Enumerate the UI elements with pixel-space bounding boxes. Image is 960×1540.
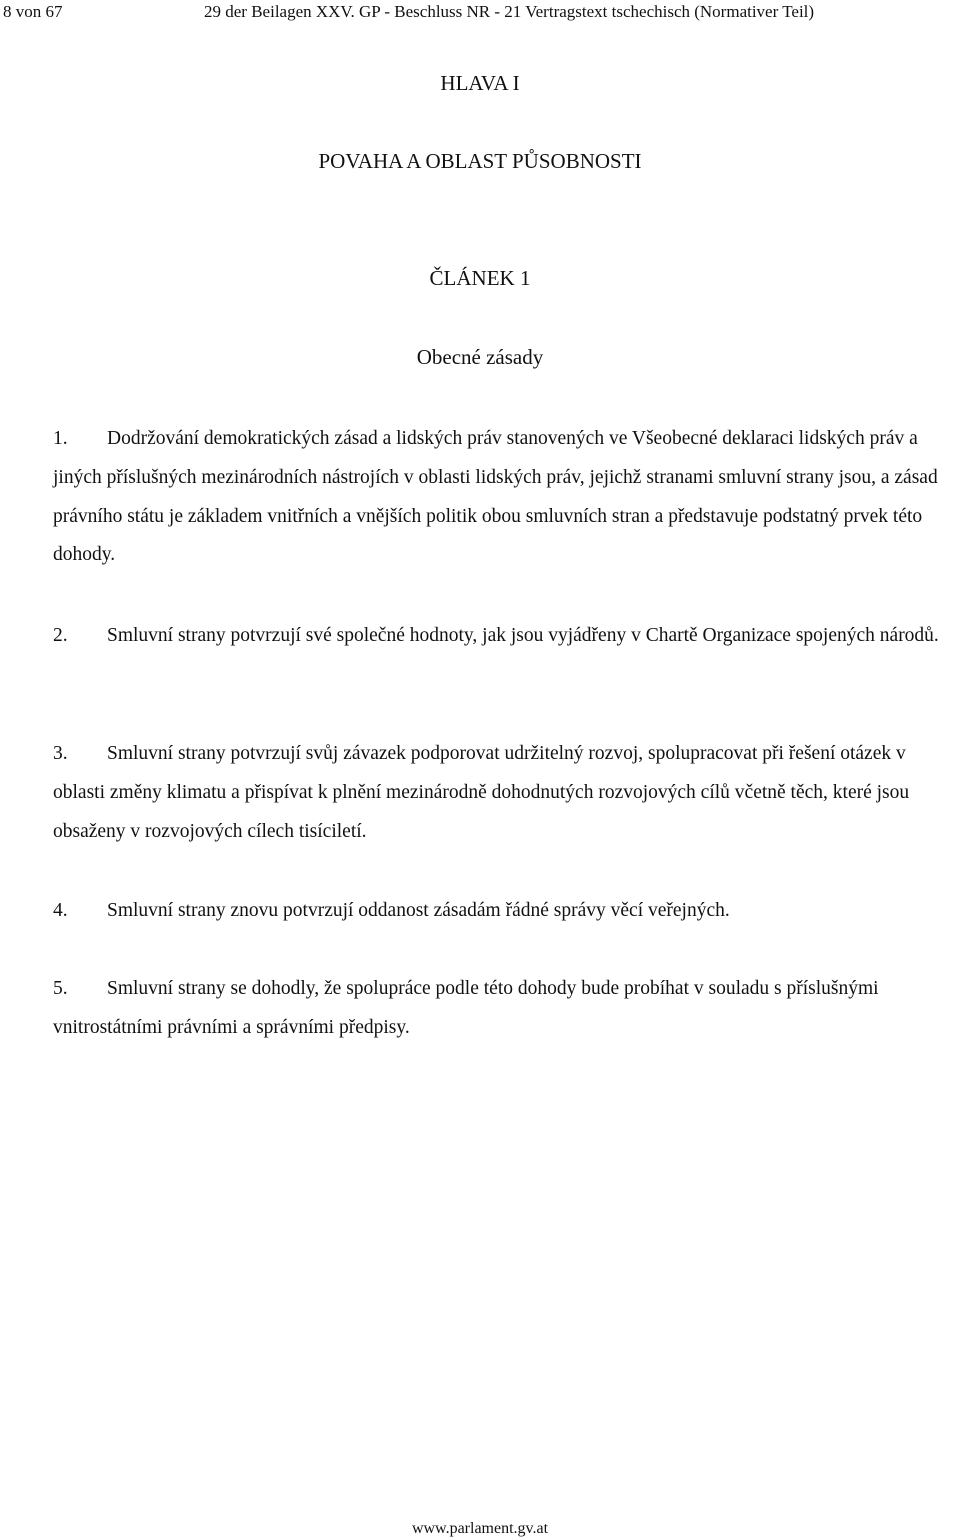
paragraph-number: 4. bbox=[53, 900, 68, 921]
paragraph-number: 3. bbox=[53, 743, 68, 764]
paragraph-text: Smluvní strany znovu potvrzují oddanost zásadám řádné správy věcí veřejných. bbox=[107, 900, 730, 921]
part-heading: HLAVA I bbox=[440, 71, 520, 95]
paragraph-5 bbox=[53, 970, 958, 1048]
paragraph-1 bbox=[53, 420, 958, 575]
paragraph-text: Smluvní strany potvrzují své společné hodnoty, jak jsou vyjádřeny v Chartě Organizace spojených národů. bbox=[107, 625, 939, 646]
paragraph-2 bbox=[53, 617, 958, 656]
paragraph-3 bbox=[53, 735, 958, 851]
paragraph-number: 5. bbox=[53, 978, 68, 999]
paragraph-text: Smluvní strany se dohodly, že spolupráce podle této dohody bude probíhat v souladu s příslušnými vnitrostátními právními a správními předpisy. bbox=[53, 978, 879, 1038]
paragraph-number: 2. bbox=[53, 625, 68, 646]
article-title: Obecné zásady bbox=[416, 345, 544, 369]
page-number: 8 von 67 bbox=[3, 2, 63, 21]
paragraph-text: Dodržování demokratických zásad a lidských práv stanovených ve Všeobecné deklaraci lidských práv a jiných příslušných mezinárodních nástrojích v oblasti lidských práv, jejichž stranami smluvní strany jsou, a zásad právního státu je základem vnitřních a vnějších politik obou smluvních stran a představuje podstatný prvek této dohody. bbox=[53, 428, 938, 566]
paragraph-4 bbox=[53, 892, 958, 931]
paragraph-number: 1. bbox=[53, 428, 68, 449]
article-heading: ČLÁNEK 1 bbox=[429, 266, 531, 290]
part-title: POVAHA A OBLAST PŮSOBNOSTI bbox=[318, 149, 642, 173]
paragraph-text: Smluvní strany potvrzují svůj závazek podporovat udržitelný rozvoj, spolupracovat při řešení otázek v oblasti změny klimatu a přispívat k plnění mezinárodně dohodnutých rozvojových cílů včetně těch, které jsou obsaženy v rozvojových cílech tisíciletí. bbox=[53, 743, 910, 842]
document-title: 29 der Beilagen XXV. GP - Beschluss NR - 21 Vertragstext tschechisch (Normativer Teil) bbox=[204, 2, 815, 21]
footer-url: www.parlament.gv.at bbox=[411, 1520, 549, 1537]
